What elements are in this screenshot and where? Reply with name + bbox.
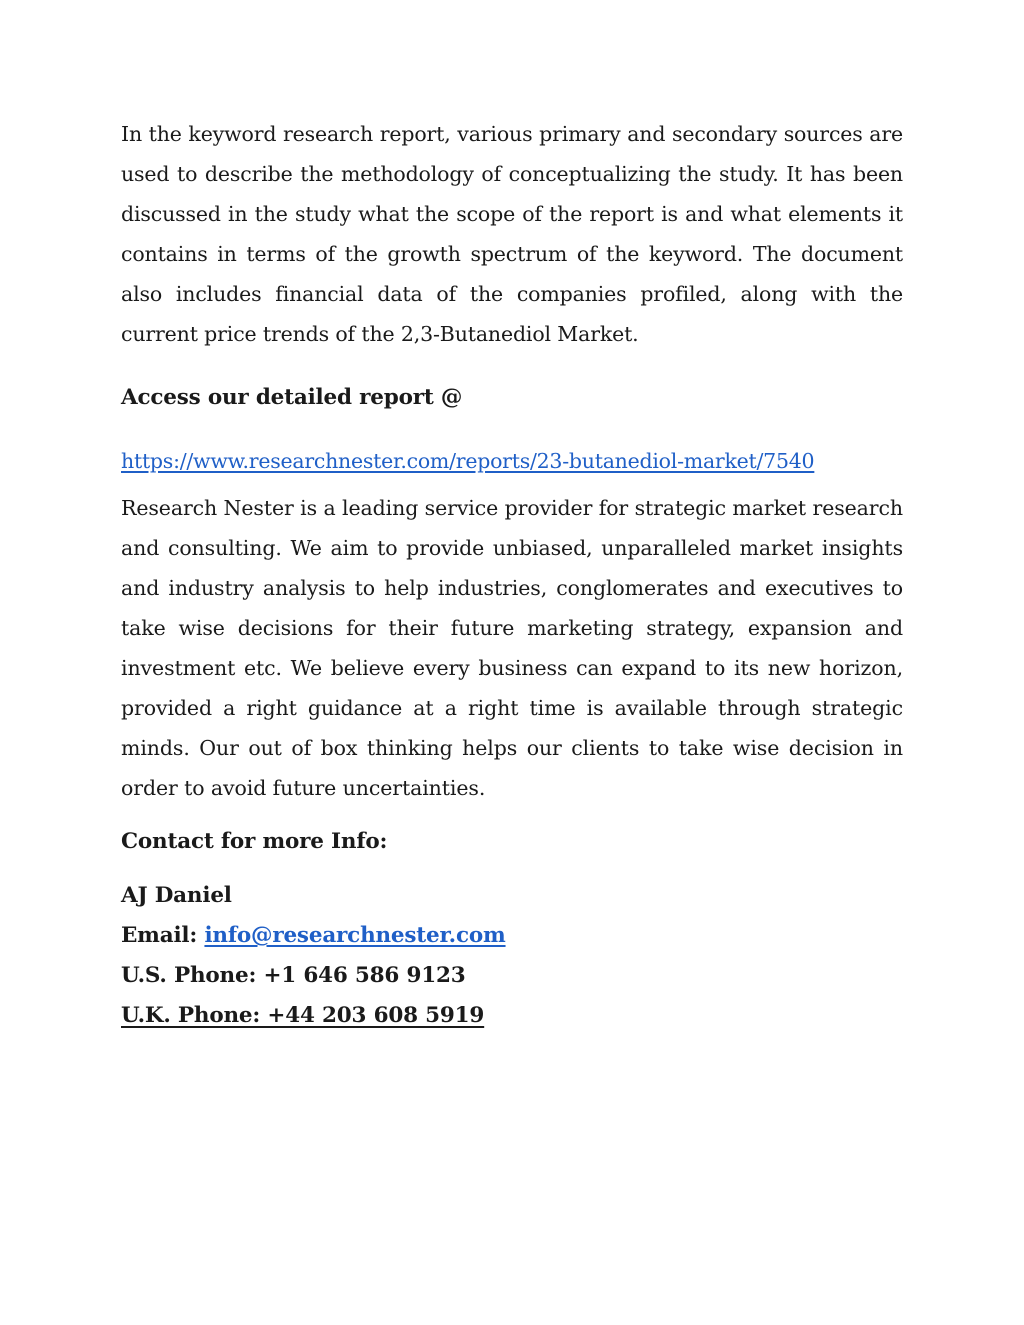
intro-paragraph: In the keyword research report, various primary and secondary sources are used to describe the methodology of conceptualizing the study. It has been discussed in the study what the scope of the report is and what elements it contains in terms of the growth spectrum of the keyword. The document also includes financial data of the companies profiled, along with the current price trends of the 2,3-Butanediol Market. xyxy=(121,122,903,346)
document-page xyxy=(121,114,903,1036)
access-report-heading: Access our detailed report @ xyxy=(121,385,463,410)
uk-phone: U.K. Phone: +44 203 608 5919 xyxy=(121,1003,485,1028)
us-phone: U.S. Phone: +1 646 586 9123 xyxy=(121,963,466,988)
email-label: Email: xyxy=(121,923,198,948)
report-link-line xyxy=(121,441,903,481)
email-link[interactable]: info@researchnester.com xyxy=(204,923,506,948)
about-paragraph: Research Nester is a leading service provider for strategic market research and consulting. We aim to provide unbiased, unparalleled market insights and industry analysis to help industries, conglomerates and executives to take wise decisions for their future marketing strategy, expansion and investment etc. We believe every business can expand to its new horizon, provided a right guidance at a right time is available through strategic minds. Our out of box thinking helps our clients to take wise decision in order to avoid future uncertainties. xyxy=(121,496,903,800)
report-link[interactable]: https://www.researchnester.com/reports/23-butanediol-market/7540 xyxy=(121,449,815,473)
contact-heading: Contact for more Info: xyxy=(121,829,388,854)
contact-name: AJ Daniel xyxy=(121,883,232,908)
email-line xyxy=(121,916,903,956)
